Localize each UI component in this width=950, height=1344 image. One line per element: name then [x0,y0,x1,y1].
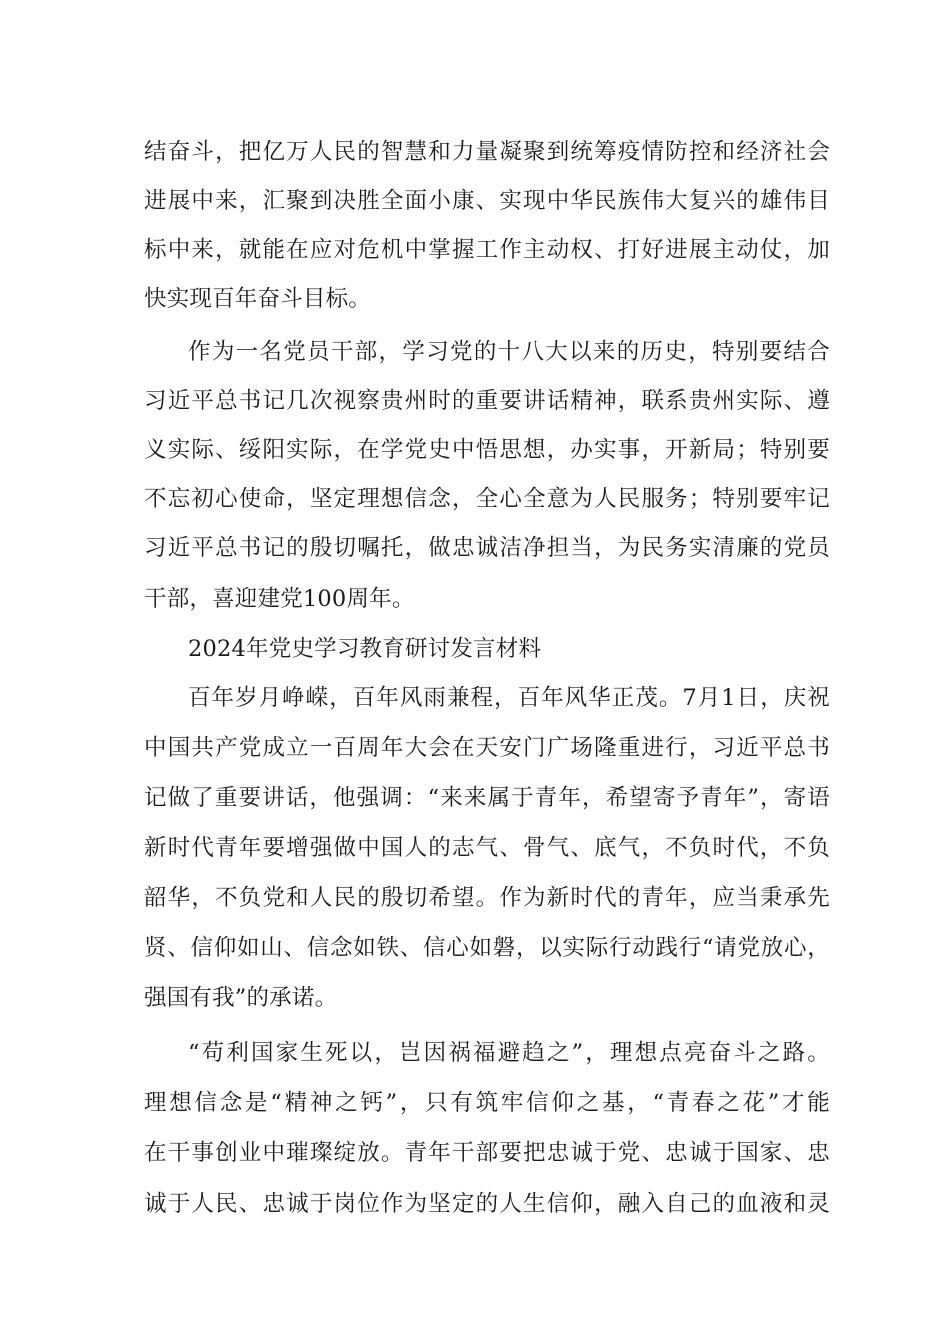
paragraph-4-line-1: “苟利国家生死以，岂因祸福避趋之”，理想点亮奋斗之路。 [188,1040,830,1066]
paragraph-3-line-3: 记做了重要讲话，他强调：“来来属于青年，希望寄予青年”，寄语 [144,785,830,811]
paragraph-1-line-3: 标中来，就能在应对危机中掌握工作主动权、打好进展主动仗，加 [144,237,830,263]
paragraph-2-line-5: 习近平总书记的殷切嘱托，做忠诚洁净担当，为民务实清廉的党员 [144,535,830,561]
paragraph-2-line-1: 作为一名党员干部，学习党的十八大以来的历史，特别要结合 [188,339,830,365]
paragraph-3-line-6: 贤、信仰如山、信念如铁、信心如磐，以实际行动践行“请党放心， [144,935,830,961]
paragraph-2-line-3: 义实际、绥阳实际，在学党史中悟思想，办实事，开新局；特别要 [144,437,830,463]
paragraph-1-line-4: 快实现百年奋斗目标。 [144,286,372,312]
paragraph-4-line-4: 诚于人民、忠诚于岗位作为坚定的人生信仰，融入自己的血液和灵 [144,1191,830,1217]
paragraph-3-line-4: 新时代青年要增强做中国人的志气、骨气、底气，不负时代，不负 [144,835,830,861]
paragraph-3-line-5: 韶华，不负党和人民的殷切希望。作为新时代的青年，应当秉承先 [144,885,830,911]
paragraph-4-line-2: 理想信念是“精神之钙”，只有筑牢信仰之基，“青春之花”才能 [144,1090,830,1116]
paragraph-1-line-1: 结奋斗，把亿万人民的智慧和力量凝聚到统筹疫情防控和经济社会 [144,139,830,165]
paragraph-2-line-2: 习近平总书记几次视察贵州时的重要讲话精神，联系贵州实际、遵 [144,388,830,414]
paragraph-3-line-2: 中国共产党成立一百周年大会在天安门广场隆重进行，习近平总书 [144,735,830,761]
paragraph-3-line-7: 强国有我”的承诺。 [144,985,338,1011]
paragraph-4-line-3: 在干事创业中璀璨绽放。青年干部要把忠诚于党、忠诚于国家、忠 [144,1140,830,1166]
paragraph-3-line-1: 百年岁月峥嵘，百年风雨兼程，百年风华正茂。7月1日，庆祝 [188,685,830,711]
paragraph-2-line-4: 不忘初心使命，坚定理想信念，全心全意为人民服务；特别要牢记 [144,486,830,512]
paragraph-1-line-2: 进展中来，汇聚到决胜全面小康、实现中华民族伟大复兴的雄伟目 [144,188,830,214]
section-heading: 2024年党史学习教育研讨发言材料 [188,636,542,662]
paragraph-2-line-6: 干部，喜迎建党100周年。 [144,586,415,612]
